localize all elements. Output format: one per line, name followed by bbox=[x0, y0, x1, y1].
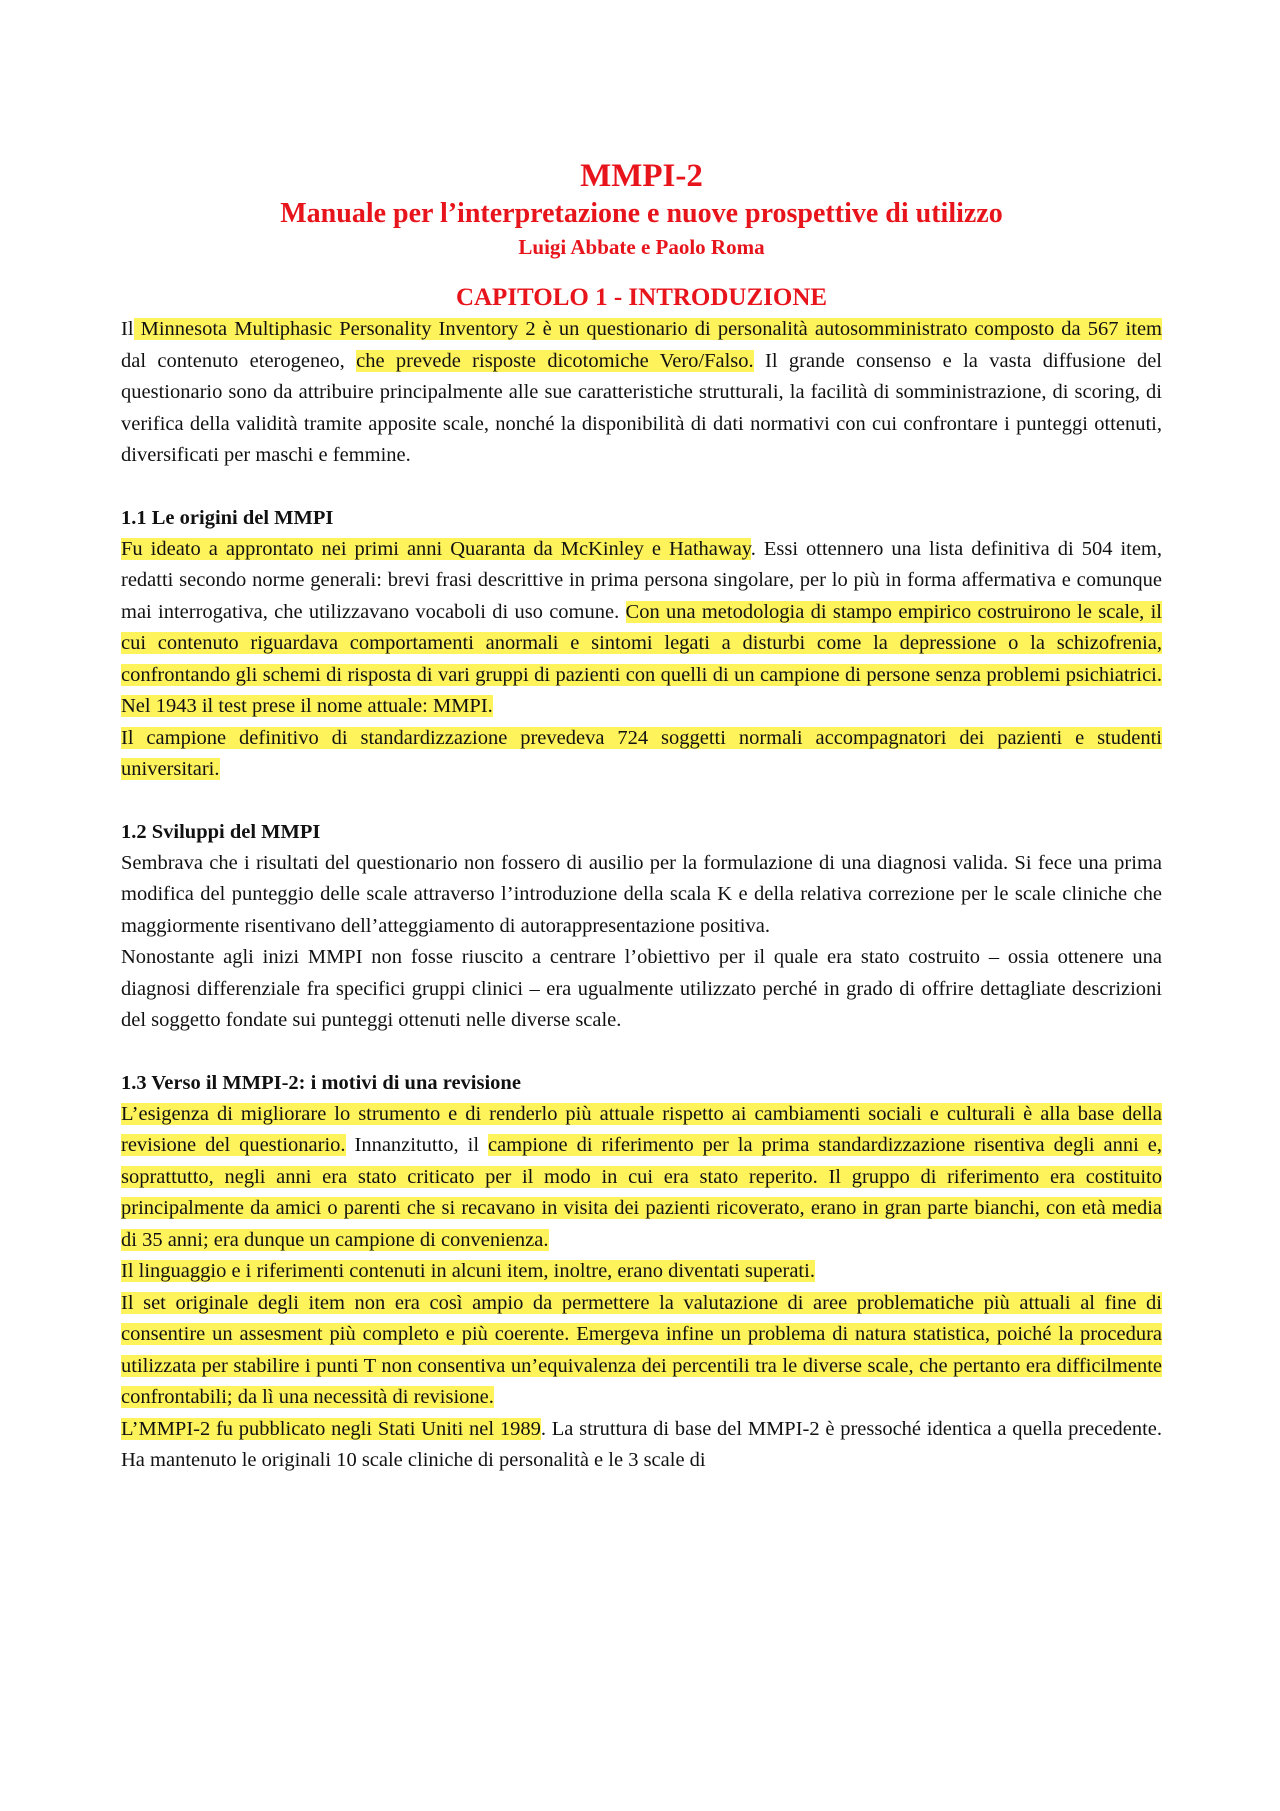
section-heading-1-1: 1.1 Le origini del MMPI bbox=[121, 506, 334, 529]
spacer bbox=[121, 786, 1162, 817]
section-heading-1-3: 1.3 Verso il MMPI-2: i motivi di una revisione bbox=[121, 1071, 521, 1094]
document-subtitle: Manuale per l’interpretazione e nuove prospettive di utilizzo bbox=[280, 198, 1003, 229]
text-run: . Essi ottennero una lista definitiva di 504 item, redatti secondo norme generali: brevi frasi descrittive in prima persona singolare, per lo più in forma affermativa e comunque mai interrogativa, che utilizzavano vocaboli di uso comune. bbox=[121, 537, 1163, 623]
section-1-3-paragraph-4 bbox=[121, 1414, 1162, 1477]
chapter-heading: CAPITOLO 1 - INTRODUZIONE bbox=[455, 284, 828, 311]
text-run: . La struttura di base del MMPI-2 è pressoché identica a quella precedente. Ha mantenuto le originali 10 scale cliniche di personalità e le 3 scale di bbox=[121, 1417, 1162, 1471]
document-title: MMPI-2 bbox=[580, 158, 703, 194]
highlighted-text: Il linguaggio e i riferimenti contenuti in alcuni item, inoltre, erano diventati superati. bbox=[121, 1260, 815, 1282]
section-heading-1-2: 1.2 Sviluppi del MMPI bbox=[121, 820, 321, 843]
section-1-3-paragraph-2 bbox=[121, 1256, 1162, 1288]
section-1-1-paragraph bbox=[121, 534, 1162, 723]
highlighted-text: Minnesota Multiphasic Personality Inventory 2 è un questionario di personalità autosomministrato composto da 567 item bbox=[133, 318, 1162, 340]
section-1-2-paragraph: Sembrava che i risultati del questionario non fossero di ausilio per la formulazione di una diagnosi valida. Si fece una prima modifica del punteggio delle scale attraverso l’introduzione della scala K e della relativa correzione per le scale cliniche che maggiormente risentivano dell’atteggiamento di autorappresentazione positiva. bbox=[121, 851, 1162, 937]
highlighted-text: Il set originale degli item non era così ampio da permettere la valutazione di aree problematiche più attuali al fine di consentire un assesment più completo e più coerente. Emergeva infine un problema di natura statistica, poiché la procedura utilizzata per stabilire i punti T non consentiva un’equivalenza dei percentili tra le diverse scale, che pertanto era difficilmente confrontabili; da lì una necessità di revisione. bbox=[121, 1291, 1162, 1408]
highlighted-text: Fu ideato a approntato nei primi anni Quaranta da McKinley e Hathaway bbox=[121, 537, 751, 560]
highlighted-text: Con una metodologia di stampo empirico costruirono le scale, il cui contenuto riguardava comportamenti anormali e sintomi legati a disturbi come la depressione o la schizofrenia, confrontando gli schemi di risposta di vari gruppi di pazienti con quelli di un campione di persone senza problemi psichiatrici. Nel 1943 il test prese il nome attuale: MMPI. bbox=[121, 600, 1162, 717]
section-1-3-paragraph bbox=[121, 1099, 1162, 1257]
text-run: Innanzitutto, il bbox=[345, 1134, 488, 1156]
spacer bbox=[121, 1037, 1162, 1068]
text-run: Il bbox=[121, 318, 134, 340]
intro-paragraph bbox=[121, 314, 1162, 472]
highlighted-text: Il campione definitivo di standardizzazione prevedeva 724 soggetti normali accompagnatori dei pazienti e studenti universitari. bbox=[121, 726, 1162, 780]
text-run: dal contenuto eterogeneo, bbox=[121, 349, 357, 372]
section-1-2-paragraph-2: Nonostante agli inizi MMPI non fosse riuscito a centrare l’obiettivo per il quale era stato costruito – ossia ottenere una diagnosi differenziale fra specifici gruppi clinici – era ugualmente utilizzato perché in grado di offrire dettagliate descrizioni del soggetto fondate sui punteggi ottenuti nelle diverse scale. bbox=[121, 946, 1162, 1031]
highlighted-text: L’esigenza di migliorare lo strumento e di renderlo più attuale rispetto ai cambiamenti sociali e culturali è alla base della revisione del questionario. bbox=[121, 1102, 1162, 1156]
highlighted-text: campione di riferimento per la prima standardizzazione risentiva degli anni e, soprattutto, negli anni era stato criticato per il modo in cui era stato reperito. Il gruppo di riferimento era costituito principalmente da amici o parenti che si recavano in visita dei pazienti ricoverato, erano in gran parte bianchi, con età media di 35 anni; era dunque un campione di convenienza. bbox=[121, 1134, 1162, 1251]
title-block bbox=[121, 156, 1162, 262]
text-run: Il grande consenso e la vasta diffusione del questionario sono da attribuire principalmente alle sue caratteristiche strutturali, la facilità di somministrazione, di scoring, di verifica della validità tramite apposite scale, nonché la disponibilità di dati normativi con cui confrontare i punteggi ottenuti, diversificati per maschi e femmine. bbox=[121, 349, 1162, 466]
spacer bbox=[121, 472, 1162, 503]
section-1-3-paragraph-3 bbox=[121, 1288, 1162, 1414]
highlighted-text: che prevede risposte dicotomiche Vero/Falso. bbox=[356, 349, 754, 372]
section-1-1-paragraph-2 bbox=[121, 723, 1162, 786]
document-authors: Luigi Abbate e Paolo Roma bbox=[518, 235, 765, 259]
highlighted-text: L’MMPI-2 fu pubblicato negli Stati Uniti nel 1989 bbox=[121, 1417, 541, 1440]
